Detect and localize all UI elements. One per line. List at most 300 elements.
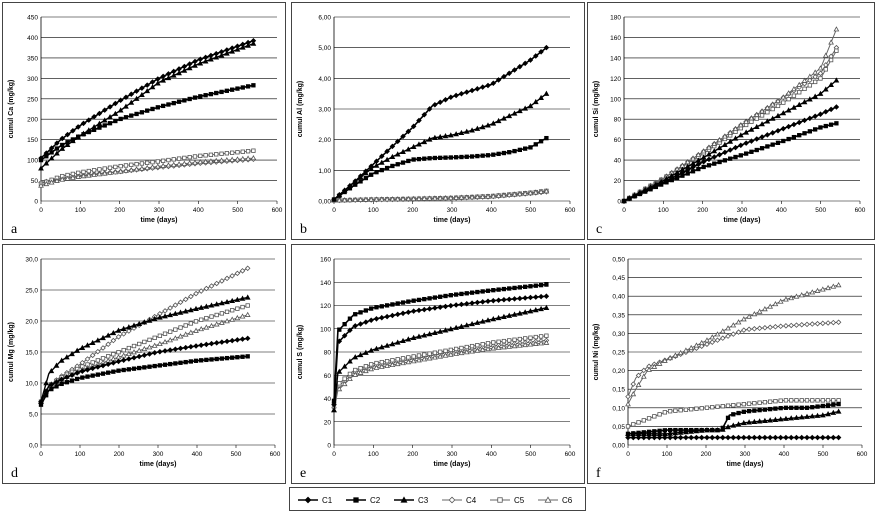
data-point — [795, 406, 799, 410]
data-point — [776, 99, 780, 103]
data-point — [108, 171, 112, 175]
data-point — [776, 129, 780, 133]
data-point — [776, 104, 780, 108]
data-point — [792, 122, 796, 126]
data-point — [684, 435, 688, 439]
data-point — [819, 126, 823, 130]
data-point — [770, 116, 774, 120]
data-point — [163, 363, 167, 367]
data-point — [497, 288, 501, 292]
data-point — [480, 300, 484, 304]
data-point — [121, 353, 125, 357]
data-point — [214, 159, 218, 163]
data-point — [204, 342, 208, 346]
y-axis-label: cumul Si (mg/kg) — [593, 80, 600, 138]
data-point — [787, 137, 791, 141]
data-point — [147, 345, 151, 349]
data-point — [786, 108, 790, 112]
data-point — [411, 145, 415, 149]
data-point — [359, 180, 363, 184]
data-point — [182, 68, 186, 72]
x-tick-label: 600 — [269, 451, 281, 458]
y-tick-label: 0,30 — [612, 330, 625, 338]
data-point — [753, 401, 757, 405]
data-point — [824, 53, 828, 57]
data-point — [766, 110, 770, 114]
data-point — [132, 323, 136, 327]
data-point — [111, 331, 115, 335]
legend-marker — [498, 498, 502, 502]
data-point — [438, 329, 442, 333]
series-c2 — [332, 136, 548, 201]
data-point — [459, 302, 463, 306]
data-point — [480, 125, 484, 129]
data-point — [523, 296, 527, 300]
data-point — [246, 43, 250, 47]
data-point — [702, 165, 706, 169]
data-point — [460, 155, 464, 159]
legend-item-c4 — [442, 496, 477, 505]
data-point — [808, 116, 812, 120]
data-point — [215, 357, 219, 361]
y-tick-label: 140 — [610, 55, 621, 63]
data-point — [647, 368, 651, 372]
data-point — [502, 298, 506, 302]
y-tick-label: 80 — [613, 116, 621, 124]
y-tick-label: 200 — [27, 116, 38, 124]
data-point — [760, 146, 764, 150]
data-point — [156, 160, 160, 164]
data-point — [173, 312, 177, 316]
data-point — [819, 77, 823, 81]
data-point — [832, 399, 836, 403]
data-point — [636, 435, 640, 439]
data-point — [518, 286, 522, 290]
y-tick-label: 160 — [320, 256, 331, 264]
data-point — [199, 318, 203, 322]
data-point — [826, 435, 830, 439]
y-tick-label: 450 — [27, 14, 38, 22]
data-point — [726, 334, 730, 338]
data-point — [496, 316, 500, 320]
panel-letter: f — [596, 466, 601, 481]
x-tick-label: 500 — [230, 451, 242, 458]
data-point — [173, 336, 177, 340]
data-point — [406, 147, 410, 151]
data-point — [433, 331, 437, 335]
y-tick-label: 0,20 — [612, 368, 625, 376]
data-point — [813, 94, 817, 98]
data-point — [781, 126, 785, 130]
data-point — [220, 152, 224, 156]
data-point — [507, 339, 511, 343]
data-point — [161, 78, 165, 82]
data-point — [813, 128, 817, 132]
data-point — [214, 153, 218, 157]
data-point — [826, 404, 830, 408]
data-point — [821, 287, 825, 291]
data-point — [731, 332, 735, 336]
data-point — [385, 166, 389, 170]
data-point — [174, 362, 178, 366]
data-point — [179, 361, 183, 365]
data-point — [763, 408, 767, 412]
data-point — [486, 342, 490, 346]
data-point — [145, 166, 149, 170]
data-point — [101, 372, 105, 376]
data-point — [199, 305, 203, 309]
data-point — [193, 160, 197, 164]
data-point — [172, 163, 176, 167]
data-point — [502, 315, 506, 319]
data-point — [225, 158, 229, 162]
data-point — [836, 283, 840, 287]
data-point — [837, 402, 841, 406]
data-point — [782, 101, 786, 105]
data-point — [428, 297, 432, 301]
data-point — [454, 326, 458, 330]
data-point — [225, 310, 229, 314]
data-point — [802, 100, 806, 104]
data-point — [225, 356, 229, 360]
data-point — [172, 101, 176, 105]
data-point — [148, 365, 152, 369]
data-point — [679, 408, 683, 412]
data-point — [736, 435, 740, 439]
y-tick-label: 0 — [34, 198, 38, 206]
data-point — [523, 337, 527, 341]
y-tick-label: 100 — [27, 157, 38, 165]
data-point — [44, 393, 48, 397]
data-point — [626, 435, 630, 439]
data-point — [209, 159, 213, 163]
data-point — [80, 346, 84, 350]
data-point — [246, 266, 250, 270]
y-tick-label: 0,15 — [612, 386, 625, 394]
data-point — [369, 363, 373, 367]
data-point — [758, 401, 762, 405]
data-point — [747, 402, 751, 406]
x-tick-label: 200 — [407, 451, 419, 458]
data-point — [715, 338, 719, 342]
data-point — [831, 284, 835, 288]
data-point — [726, 416, 730, 420]
data-point — [773, 302, 777, 306]
data-point — [800, 415, 804, 419]
y-tick-label: 15,0 — [25, 349, 38, 357]
data-point — [444, 294, 448, 298]
data-point — [417, 142, 421, 146]
series-c4 — [332, 338, 549, 410]
data-point — [183, 297, 187, 301]
legend-marker — [305, 497, 311, 503]
data-point — [251, 156, 255, 160]
data-point — [145, 161, 149, 165]
data-point — [815, 435, 819, 439]
data-point — [792, 105, 796, 109]
x-tick-label: 0 — [39, 451, 43, 458]
data-point — [821, 435, 825, 439]
data-point — [512, 111, 516, 115]
y-tick-label: 0,25 — [612, 349, 625, 357]
data-point — [182, 161, 186, 165]
panel-letter: b — [300, 222, 307, 237]
data-point — [188, 97, 192, 101]
data-point — [784, 399, 788, 403]
data-point — [87, 169, 91, 173]
data-point — [385, 343, 389, 347]
data-point — [502, 116, 506, 120]
data-point — [539, 335, 543, 339]
data-point — [166, 163, 170, 167]
y-tick-label: 400 — [27, 34, 38, 42]
data-point — [391, 164, 395, 168]
x-tick-label: 600 — [854, 207, 866, 214]
data-point — [470, 344, 474, 348]
data-point — [122, 348, 126, 352]
data-point — [523, 147, 527, 151]
data-point — [668, 435, 672, 439]
data-point — [486, 83, 490, 87]
data-point — [236, 150, 240, 154]
x-tick-label: 100 — [661, 451, 673, 458]
data-point — [240, 314, 244, 318]
data-point — [50, 151, 54, 155]
y-tick-label: 300 — [27, 75, 38, 83]
data-point — [686, 172, 690, 176]
data-point — [359, 311, 363, 315]
data-point — [836, 320, 840, 324]
data-point — [166, 76, 170, 80]
data-point — [423, 297, 427, 301]
data-point — [219, 53, 223, 57]
y-tick-label: 140 — [320, 279, 331, 287]
data-point — [749, 127, 753, 131]
data-point — [142, 347, 146, 351]
data-point — [147, 352, 151, 356]
data-point — [252, 149, 256, 153]
data-point — [225, 276, 229, 280]
data-point — [518, 311, 522, 315]
data-point — [225, 152, 229, 156]
data-point — [210, 358, 214, 362]
data-point — [163, 349, 167, 353]
data-point — [797, 133, 801, 137]
chart-svg-f — [588, 245, 876, 485]
data-point — [161, 159, 165, 163]
data-point — [539, 283, 543, 287]
data-point — [338, 328, 342, 332]
data-point — [721, 404, 725, 408]
data-point — [246, 336, 250, 340]
data-point — [747, 420, 751, 424]
data-point — [412, 355, 416, 359]
data-point — [417, 308, 421, 312]
data-point — [225, 51, 229, 55]
data-point — [236, 307, 240, 311]
data-point — [111, 361, 115, 365]
data-point — [112, 370, 116, 374]
data-point — [765, 133, 769, 137]
data-point — [836, 435, 840, 439]
data-point — [401, 161, 405, 165]
data-point — [209, 153, 213, 157]
data-point — [454, 132, 458, 136]
data-point — [427, 137, 431, 141]
y-axis-label: cumul Mg (mg/kg) — [8, 322, 15, 382]
data-point — [380, 345, 384, 349]
data-point — [470, 128, 474, 132]
data-point — [225, 89, 229, 93]
data-point — [401, 357, 405, 361]
data-point — [773, 418, 777, 422]
data-point — [153, 336, 157, 340]
data-point — [544, 294, 548, 298]
data-point — [423, 157, 427, 161]
data-point — [235, 47, 239, 51]
data-point — [158, 364, 162, 368]
data-point — [774, 399, 778, 403]
data-point — [789, 406, 793, 410]
series-c4 — [626, 320, 841, 399]
data-point — [757, 326, 761, 330]
data-point — [177, 157, 181, 161]
data-point — [375, 361, 379, 365]
series-line — [41, 44, 253, 169]
data-point — [156, 106, 160, 110]
data-point — [103, 167, 107, 171]
data-point — [189, 308, 193, 312]
data-point — [470, 301, 474, 305]
data-point — [168, 338, 172, 342]
data-point — [808, 84, 812, 88]
data-point — [544, 91, 548, 95]
data-point — [632, 423, 636, 427]
data-point — [183, 332, 187, 336]
data-point — [98, 168, 102, 172]
data-point — [705, 342, 709, 346]
data-point — [241, 305, 245, 309]
data-point — [539, 294, 543, 298]
data-point — [143, 340, 147, 344]
data-point — [194, 328, 198, 332]
data-point — [391, 358, 395, 362]
data-point — [108, 121, 112, 125]
data-point — [721, 329, 725, 333]
data-point — [134, 167, 138, 171]
legend-item-c1 — [298, 496, 333, 505]
data-point — [209, 92, 213, 96]
data-point — [411, 309, 415, 313]
data-point — [246, 355, 250, 359]
data-point — [348, 372, 352, 376]
data-point — [684, 408, 688, 412]
data-point — [235, 316, 239, 320]
x-tick-label: 200 — [113, 451, 125, 458]
data-point — [834, 27, 838, 31]
data-point — [359, 366, 363, 370]
data-point — [534, 143, 538, 147]
data-point — [137, 342, 141, 346]
data-point — [742, 402, 746, 406]
data-point — [694, 435, 698, 439]
data-point — [673, 353, 677, 357]
data-point — [189, 322, 193, 326]
series-line — [41, 85, 253, 160]
data-point — [757, 309, 761, 313]
data-point — [220, 312, 224, 316]
data-point — [795, 399, 799, 403]
data-point — [454, 93, 458, 97]
data-point — [502, 339, 506, 343]
data-point — [513, 149, 517, 153]
data-point — [757, 419, 761, 423]
data-point — [784, 417, 788, 421]
data-point — [647, 417, 651, 421]
data-point — [140, 111, 144, 115]
data-point — [836, 409, 840, 413]
data-point — [444, 156, 448, 160]
data-point — [203, 59, 207, 63]
data-point — [215, 313, 219, 317]
data-point — [689, 407, 693, 411]
data-point — [810, 290, 814, 294]
data-point — [246, 304, 250, 308]
y-tick-label: 10,0 — [25, 380, 38, 388]
data-point — [143, 366, 147, 370]
data-point — [246, 149, 250, 153]
data-point — [214, 91, 218, 95]
data-point — [492, 153, 496, 157]
data-point — [502, 151, 506, 155]
data-point — [715, 332, 719, 336]
data-point — [55, 385, 59, 389]
data-point — [800, 399, 804, 403]
data-point — [163, 314, 167, 318]
chart-panel-c — [587, 2, 875, 240]
data-point — [364, 365, 368, 369]
x-tick-label: 600 — [271, 207, 283, 214]
data-point — [183, 99, 187, 103]
data-point — [343, 377, 347, 381]
data-point — [768, 435, 772, 439]
data-point — [778, 324, 782, 328]
data-point — [90, 341, 94, 345]
data-point — [789, 323, 793, 327]
x-tick-label: 400 — [775, 207, 787, 214]
data-point — [523, 310, 527, 314]
data-point — [116, 328, 120, 332]
data-point — [689, 435, 693, 439]
data-point — [183, 309, 187, 313]
data-point — [731, 423, 735, 427]
data-point — [534, 335, 538, 339]
data-point — [752, 312, 756, 316]
data-point — [545, 283, 549, 287]
data-point — [236, 87, 240, 91]
data-point — [241, 355, 245, 359]
y-axis-label: cumul Ca (mg/kg) — [8, 79, 15, 139]
data-point — [486, 123, 490, 127]
data-point — [811, 405, 815, 409]
data-point — [194, 307, 198, 311]
data-point — [168, 348, 172, 352]
y-tick-label: 60 — [613, 137, 621, 145]
series-c6 — [332, 189, 549, 202]
data-point — [835, 49, 839, 53]
data-point — [476, 290, 480, 294]
legend-label: C5 — [514, 496, 525, 505]
